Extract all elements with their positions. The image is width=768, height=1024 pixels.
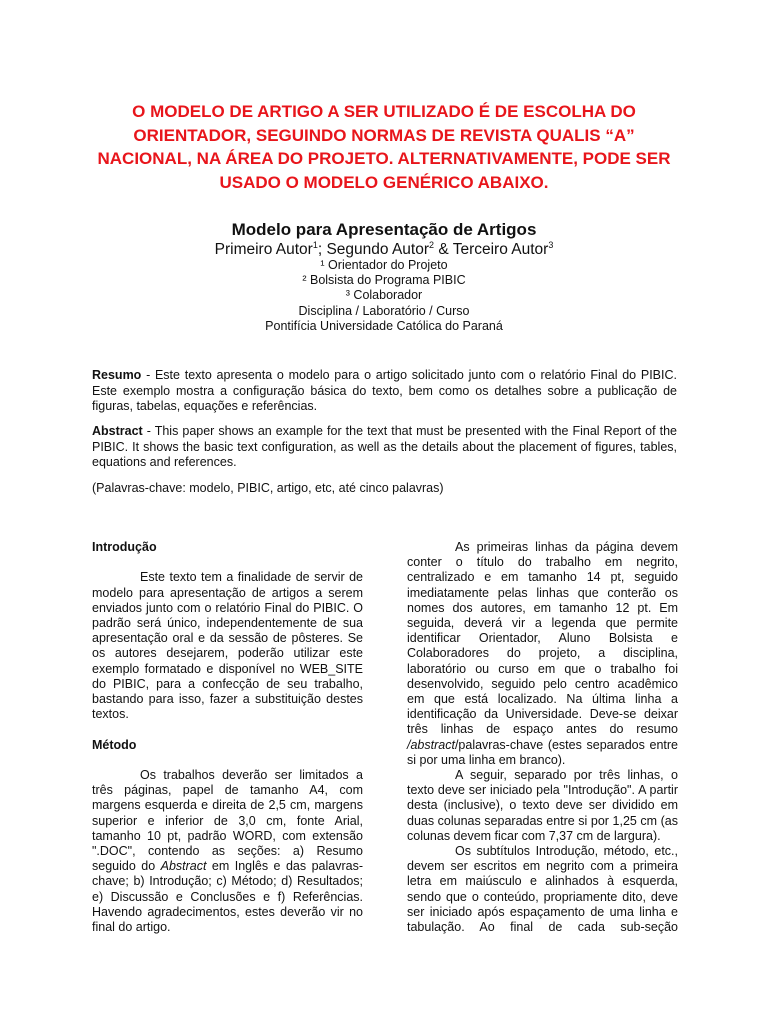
method-text bbox=[92, 768, 363, 935]
affiliation-department: Disciplina / Laboratório / Curso bbox=[298, 303, 470, 318]
method-text-part-2: em Inglês e das palavras-chave; b) Introdução; c) Método; d) Resultados; e) Discussão e Conclusões e f) Referências. Havendo agradecimentos, estes deverão vir no final do artigo. bbox=[92, 859, 363, 935]
method-text-abstract: Abstract bbox=[160, 859, 207, 874]
introduction-text: Este texto tem a finalidade de servir de modelo para apresentação de artigos a serem enviados junto com o relatório Final do PIBIC. O padrão será único, independentemente de sua apresentação oral e da sessão de pôsteres. Se os autores desejarem, poderão utilizar este exemplo formatado e disponível no WEB_SITE do PIBIC, para a confecção de seu trabalho, bastando para isso, fazer a substituição destes textos. bbox=[92, 570, 363, 722]
author-3-mark: 3 bbox=[548, 240, 554, 250]
layout-rules-paragraph bbox=[407, 540, 678, 768]
author-1: Primeiro Autor bbox=[214, 241, 313, 258]
article-title: Modelo para Apresentação de Artigos bbox=[231, 220, 537, 239]
author-2: ; Segundo Autor bbox=[317, 241, 430, 258]
layout-rules-abstract: /abstract bbox=[407, 737, 455, 752]
author-2-mark: 2 bbox=[429, 240, 435, 250]
left-column bbox=[92, 540, 363, 935]
layout-rules-part-1: As primeiras linhas da página devem conter o título do trabalho em negrito, centralizado e em tamanho 14 pt, seguido imediatamente pelas linhas que conterão os nomes dos autores, em tamanho 12 pt. Em seguida, deverá vir a legenda que permite identificar Orientador, Aluno Bolsista e Colaboradores do projeto, a disciplina, laboratório ou curso em que o trabalho foi desenvolvido, seguido pelo centro acadêmico em que está localizado. Na última linha a identificação da Universidade. Deve-se deixar três linhas de espaço antes do resumo bbox=[407, 540, 678, 737]
affiliation-scholar: ² Bolsista do Programa PIBIC bbox=[302, 273, 466, 288]
author-line bbox=[0, 240, 768, 260]
abstract-label: Abstract bbox=[92, 424, 143, 438]
subtitles-paragraph: Os subtítulos Introdução, método, etc., devem ser escritos em negrito com a primeira letra em maiúsculo e alinhados à esquerda, sendo que o conteúdo, propriamente dito, deve ser iniciado após espaçamento de uma linha e tabulação. Ao final de cada sub-seção bbox=[407, 844, 678, 935]
abstract-paragraph bbox=[92, 424, 677, 471]
author-3: & Terceiro Autor bbox=[434, 241, 549, 258]
affiliation-advisor: ¹ Orientador do Projeto bbox=[320, 258, 448, 272]
model-choice-notice: O MODELO DE ARTIGO A SER UTILIZADO É DE ESCOLHA DO ORIENTADOR, SEGUINDO NORMAS DE REVISTA QUALIS “A” NACIONAL, NA ÁREA DO PROJETO. ALTERNATIVAMENTE, PODE SER USADO O MODELO GENÉRICO ABAIXO. bbox=[97, 102, 671, 192]
resumo-label: Resumo bbox=[92, 368, 142, 382]
resumo-text: - Este texto apresenta o modelo para o artigo solicitado junto com o relatório Final do PIBIC. Este exemplo mostra a configuração básica do texto, bem como os detalhes sobre a publicação de figuras, tabelas, equações e referências. bbox=[92, 368, 677, 414]
keywords-line: (Palavras-chave: modelo, PIBIC, artigo, etc, até cinco palavras) bbox=[92, 481, 444, 495]
resumo-paragraph bbox=[92, 368, 677, 415]
affiliations bbox=[0, 258, 768, 334]
text-start-paragraph: A seguir, separado por três linhas, o texto deve ser iniciado pela "Introdução". A partir desta (inclusive), o texto deve ser dividido em duas colunas separadas entre si por 1,25 cm (as colunas devem ficar com 7,37 cm de largura). bbox=[407, 768, 678, 843]
right-column bbox=[407, 540, 678, 935]
method-heading: Método bbox=[92, 737, 137, 752]
introduction-heading: Introdução bbox=[92, 540, 157, 554]
abstract-text: - This paper shows an example for the text that must be presented with the Final Report of the PIBIC. It shows the basic text configuration, as well as the details about the placement of figures, tables, equations and references. bbox=[92, 424, 677, 470]
affiliation-collaborator: ³ Colaborador bbox=[345, 288, 423, 303]
author-1-mark: 1 bbox=[312, 240, 318, 250]
method-text-part-1: Os trabalhos deverão ser limitados a três páginas, papel de tamanho A4, com margens esquerda e direita de 2,5 cm, margens superior e inferior de 3,0 cm, fonte Arial, tamanho 10 pt, padrão WORD, com extensão ".DOC", contendo as seções: a) Resumo seguido do bbox=[92, 768, 363, 874]
layout-rules-part-2: /palavras-chave (estes separados entre si por uma linha em branco). bbox=[407, 737, 678, 767]
affiliation-university: Pontifícia Universidade Católica do Paraná bbox=[265, 318, 503, 333]
